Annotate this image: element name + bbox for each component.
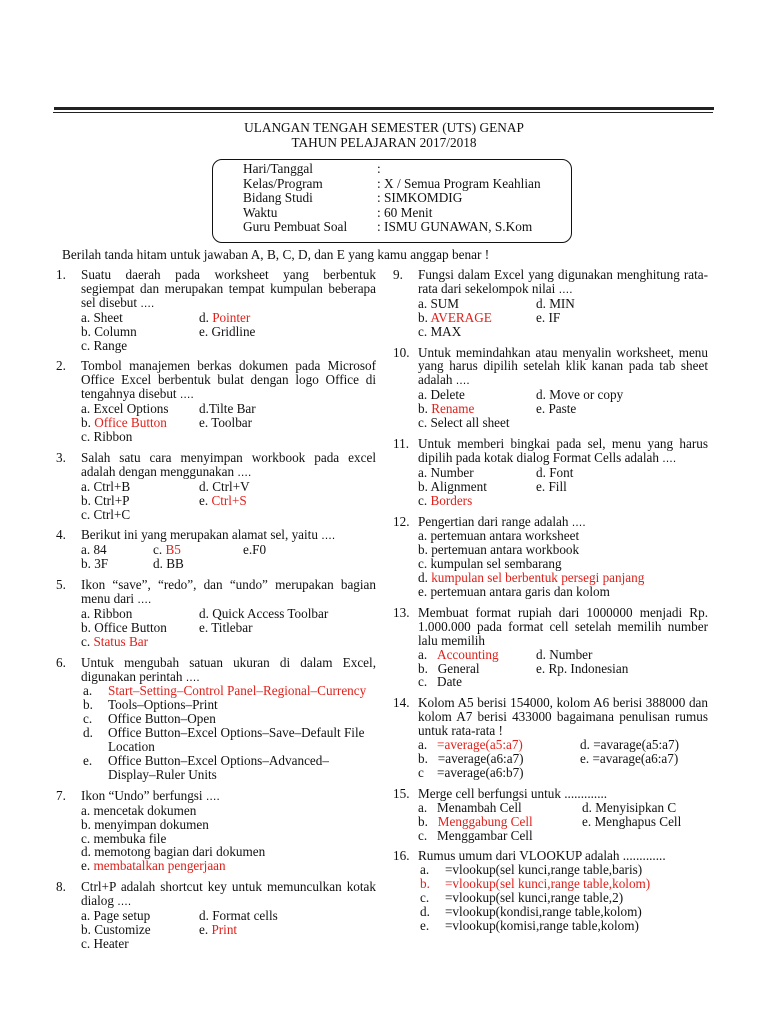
option-e[interactable]: e. Gridline bbox=[199, 323, 256, 339]
option-b[interactable]: b. General bbox=[418, 660, 480, 676]
option-b[interactable]: b. Ctrl+P bbox=[81, 492, 130, 508]
header-rule-thick bbox=[54, 107, 714, 110]
question-8: 8. Ctrl+P adalah shortcut key untuk memunculkan kotak dialog .... a. Page setup d. Format cells b. Customize e. Print c. Heater bbox=[56, 879, 376, 951]
exam-title: ULANGAN TENGAH SEMESTER (UTS) GENAP TAHUN PELAJARAN 2017/2018 bbox=[244, 120, 524, 150]
option-e[interactable]: e. Menghapus Cell bbox=[582, 813, 682, 829]
option-c[interactable]: c. Status Bar bbox=[81, 633, 149, 649]
exam-info bbox=[243, 162, 541, 235]
option-a[interactable]: a. Page setup bbox=[81, 908, 151, 924]
question-12: 12. Pengertian dari range adalah .... a. pertemuan antara worksheet b. pertemuan antara workbook c. kumpulan sel sembarang d. kumpulan sel berbentuk persegi panjang e. pertemuan antara garis dan kolom bbox=[393, 515, 708, 599]
option-e[interactable]: e. Rp. Indonesian bbox=[536, 660, 629, 676]
option-e[interactable]: e. Ctrl+S bbox=[199, 492, 247, 508]
option-c[interactable]: c. membuka file bbox=[81, 830, 167, 846]
info-row-date: Hari/Tanggal : bbox=[243, 161, 381, 176]
option-a[interactable]: a. Excel Options bbox=[81, 401, 169, 417]
option-a[interactable]: a. Ribbon bbox=[81, 605, 133, 621]
option-b[interactable]: b. =vlookup(sel kunci,range table,kolom) bbox=[420, 876, 651, 892]
option-a[interactable]: a. SUM bbox=[418, 295, 460, 311]
question-13: 13. Membuat format rupiah dari 1000000 menjadi Rp. 1.000.000 pada format cell setelah memilih number lalu memilih a. Accounting d. Number b. General e. Rp. Indonesian c. Date bbox=[393, 604, 708, 690]
option-b[interactable]: b. Menggabung Cell bbox=[418, 813, 533, 829]
question-15: 15. Merge cell berfungsi untuk ............. a. Menambah Cell d. Menyisipkan C b. Menggabung Cell e. Menghapus Cell c. Menggambar Cell bbox=[393, 787, 708, 843]
option-b[interactable]: b. 3F bbox=[81, 556, 109, 572]
option-e[interactable]: e. IF bbox=[536, 309, 561, 325]
option-b[interactable]: b. Tools–Options–Print bbox=[83, 697, 218, 713]
option-b[interactable]: b. AVERAGE bbox=[418, 309, 492, 325]
option-a[interactable]: a. =vlookup(sel kunci,range table,baris) bbox=[420, 862, 643, 878]
option-e[interactable]: e. =vlookup(komisi,range table,kolom) bbox=[420, 917, 639, 933]
info-row-class: Kelas/Program : X / Semua Program Keahlian bbox=[243, 175, 541, 191]
option-b[interactable]: b. Customize bbox=[81, 921, 151, 937]
question-11: 11. Untuk memberi bingkai pada sel, menu yang harus dipilih pada kotak dialog Format Cells adalah .... a. Number d. Font b. Alignment e. Fill c. Borders bbox=[393, 435, 708, 508]
option-c[interactable]: c =average(a6:b7) bbox=[418, 764, 524, 780]
option-a[interactable]: a. Sheet bbox=[81, 309, 123, 325]
question-9: 9. Fungsi dalam Excel yang digunakan menghitung rata-rata dari sekelompok nilai .... a. SUM d. MIN b. AVERAGE e. IF c. MAX bbox=[393, 267, 708, 339]
question-14: 14. Kolom A5 berisi 154000, kolom A6 berisi 388000 dan kolom A7 berisi 433000 bagaimana penulisan rumus untuk rata-rata ! a. =average(a5:a7) d. =avarage(a5:a7) b. =average(a6:a7) e. =avarage(a6:a7) c =average(a6:b7) bbox=[393, 695, 708, 780]
question-1: 1. Suatu daerah pada worksheet yang berbentuk segiempat dan merupakan tempat kumpulan beberapa sel disebut .... a. Sheet d. Pointer b. Column e. Gridline c. Range bbox=[56, 267, 376, 353]
option-d[interactable]: d. =vlookup(kondisi,range table,kolom) bbox=[420, 904, 642, 920]
option-e[interactable]: e. membatalkan pengerjaan bbox=[81, 858, 226, 874]
question-7: 7. Ikon “Undo” berfungsi .... a. mencetak dokumen b. menyimpan dokumen c. membuka file d. memotong bagian dari dokumen e. membatalkan pengerjaan bbox=[56, 789, 376, 873]
option-b[interactable]: b. Office Button bbox=[81, 619, 167, 635]
option-c[interactable]: c. Range bbox=[81, 337, 128, 353]
option-a[interactable]: a. Accounting bbox=[418, 646, 499, 662]
option-list bbox=[81, 684, 376, 781]
option-e[interactable]: e. pertemuan antara garis dan kolom bbox=[418, 584, 610, 600]
option-d[interactable]: d. memotong bagian dari dokumen bbox=[81, 844, 266, 860]
option-c[interactable]: c. Ribbon bbox=[81, 428, 133, 444]
option-d[interactable]: d. Menyisipkan C bbox=[582, 799, 677, 815]
option-c[interactable]: c. Ctrl+C bbox=[81, 506, 131, 522]
question-5: 5. Ikon “save”, “redo”, dan “undo” merupakan bagian menu dari .... a. Ribbon d. Quick Access Toolbar b. Office Button e. Titlebar c. Status Bar bbox=[56, 577, 376, 649]
option-c[interactable]: c. Office Button–Open bbox=[83, 711, 216, 727]
option-e[interactable]: e. Fill bbox=[536, 478, 567, 494]
option-d[interactable]: d. Quick Access Toolbar bbox=[199, 605, 329, 621]
question-16: 16. Rumus umum dari VLOOKUP adalah ............. a. =vlookup(sel kunci,range table,baris) b. =vlookup(sel kunci,range table,kolom) c. =vlookup(sel kunci,range table,2) d. =vlookup(kondisi,range table,kolom) e. =vlookup(komisi,range table,kolom) bbox=[393, 849, 708, 932]
option-list bbox=[418, 863, 708, 933]
option-d[interactable]: d. Format cells bbox=[199, 908, 278, 924]
option-d[interactable]: d.Tilte Bar bbox=[199, 401, 256, 417]
option-c[interactable]: c. Select all sheet bbox=[418, 415, 510, 431]
question-6: 6. Untuk mengubah satuan ukuran di dalam Excel, digunakan perintah .... a. Start–Setting–Control Panel–Regional–Currency b. Tools–Options–Print c. Office Button–Open d. Office Button–Excel Options–Save–Default File Location e. Office Button–Excel Options–Advanced–Display–Ruler Units bbox=[56, 654, 376, 782]
option-b[interactable]: b. menyimpan dokumen bbox=[81, 816, 209, 832]
option-a[interactable]: a. pertemuan antara worksheet bbox=[418, 528, 580, 544]
option-e[interactable]: e.F0 bbox=[243, 542, 267, 558]
question-4: 4. Berikut ini yang merupakan alamat sel, yaitu .... a. 84 c. B5 e.F0 b. 3F d. BB bbox=[56, 528, 376, 571]
option-c[interactable]: c. =vlookup(sel kunci,range table,2) bbox=[420, 890, 624, 906]
option-c[interactable]: c. Borders bbox=[418, 492, 473, 508]
option-d[interactable]: d. Pointer bbox=[199, 309, 251, 325]
header-rule-thin bbox=[53, 112, 713, 113]
option-e[interactable]: e. Office Button–Excel Options–Advanced–Display–Ruler Units bbox=[83, 753, 329, 782]
option-b[interactable]: b. Column bbox=[81, 323, 137, 339]
question-2: 2. Tombol manajemen berkas dokumen pada Microsof Office Excel berbentuk bulat dengan logo Office di tengahnya disebut .... a. Excel Options d.Tilte Bar b. Office Button e. Toolbar c. Ribbon bbox=[56, 358, 376, 444]
option-c[interactable]: c. Date bbox=[418, 674, 462, 690]
info-row-time: Waktu : 60 Menit bbox=[243, 204, 433, 220]
option-c[interactable]: c. kumpulan sel sembarang bbox=[418, 556, 562, 572]
question-10: 10. Untuk memindahkan atau menyalin worksheet, menu yang harus dipilih setelah klik kanan pada tab sheet adalah .... a. Delete d. Move or copy b. Rename e. Paste c. Select all sheet bbox=[393, 344, 708, 431]
option-d[interactable]: d. Font bbox=[536, 464, 574, 480]
info-row-teacher: Guru Pembuat Soal : ISMU GUNAWAN, S.Kom bbox=[243, 219, 533, 235]
option-b[interactable]: b. Rename bbox=[418, 401, 475, 417]
option-d[interactable]: d. Move or copy bbox=[536, 387, 624, 403]
option-d[interactable]: d. Number bbox=[536, 646, 593, 662]
option-c[interactable]: c. B5 bbox=[153, 542, 181, 558]
left-column bbox=[56, 268, 376, 958]
option-b[interactable]: b. Office Button bbox=[81, 415, 167, 431]
option-c[interactable]: c. Menggambar Cell bbox=[418, 827, 533, 843]
instruction: Berilah tanda hitam untuk jawaban A, B, C, D, dan E yang kamu anggap benar ! bbox=[62, 247, 490, 262]
option-e[interactable]: e. Print bbox=[199, 921, 238, 937]
option-a[interactable]: a. Start–Setting–Control Panel–Regional–Currency bbox=[83, 683, 367, 699]
option-b[interactable]: b. Alignment bbox=[418, 478, 487, 494]
info-row-subject: Bidang Studi : SIMKOMDIG bbox=[243, 190, 463, 206]
option-e[interactable]: e. Titlebar bbox=[199, 619, 253, 635]
option-d[interactable]: d. =avarage(a5:a7) bbox=[580, 737, 679, 753]
option-e[interactable]: e. Toolbar bbox=[199, 415, 253, 431]
option-c[interactable]: c. Heater bbox=[81, 935, 129, 951]
right-column bbox=[393, 268, 708, 940]
option-e[interactable]: e. =avarage(a6:a7) bbox=[580, 751, 679, 766]
option-a[interactable]: a. 84 bbox=[81, 542, 107, 558]
question-3: 3. Salah satu cara menyimpan workbook pada excel adalah dengan menggunakan .... a. Ctrl+B d. Ctrl+V b. Ctrl+P e. Ctrl+S c. Ctrl+C bbox=[56, 449, 376, 522]
option-a[interactable]: a. mencetak dokumen bbox=[81, 802, 197, 818]
option-d[interactable]: d. Ctrl+V bbox=[199, 478, 250, 494]
option-b[interactable]: b. pertemuan antara workbook bbox=[418, 542, 580, 558]
option-a[interactable]: a. Number bbox=[418, 464, 474, 480]
option-d[interactable]: d. MIN bbox=[536, 295, 575, 311]
option-b[interactable]: b. =average(a6:a7) bbox=[418, 751, 524, 766]
option-e[interactable]: e. Paste bbox=[536, 401, 577, 417]
option-a[interactable]: a. Menambah Cell bbox=[418, 799, 522, 815]
option-c[interactable]: c. MAX bbox=[418, 323, 462, 339]
option-a[interactable]: a. Delete bbox=[418, 387, 465, 403]
option-d[interactable]: d. kumpulan sel berbentuk persegi panjang bbox=[418, 570, 645, 586]
option-d[interactable]: d. BB bbox=[153, 556, 184, 572]
option-d[interactable]: d. Office Button–Excel Options–Save–Default File Location bbox=[83, 725, 365, 755]
option-a[interactable]: a. =average(a5:a7) bbox=[418, 737, 523, 753]
option-a[interactable]: a. Ctrl+B bbox=[81, 478, 131, 494]
